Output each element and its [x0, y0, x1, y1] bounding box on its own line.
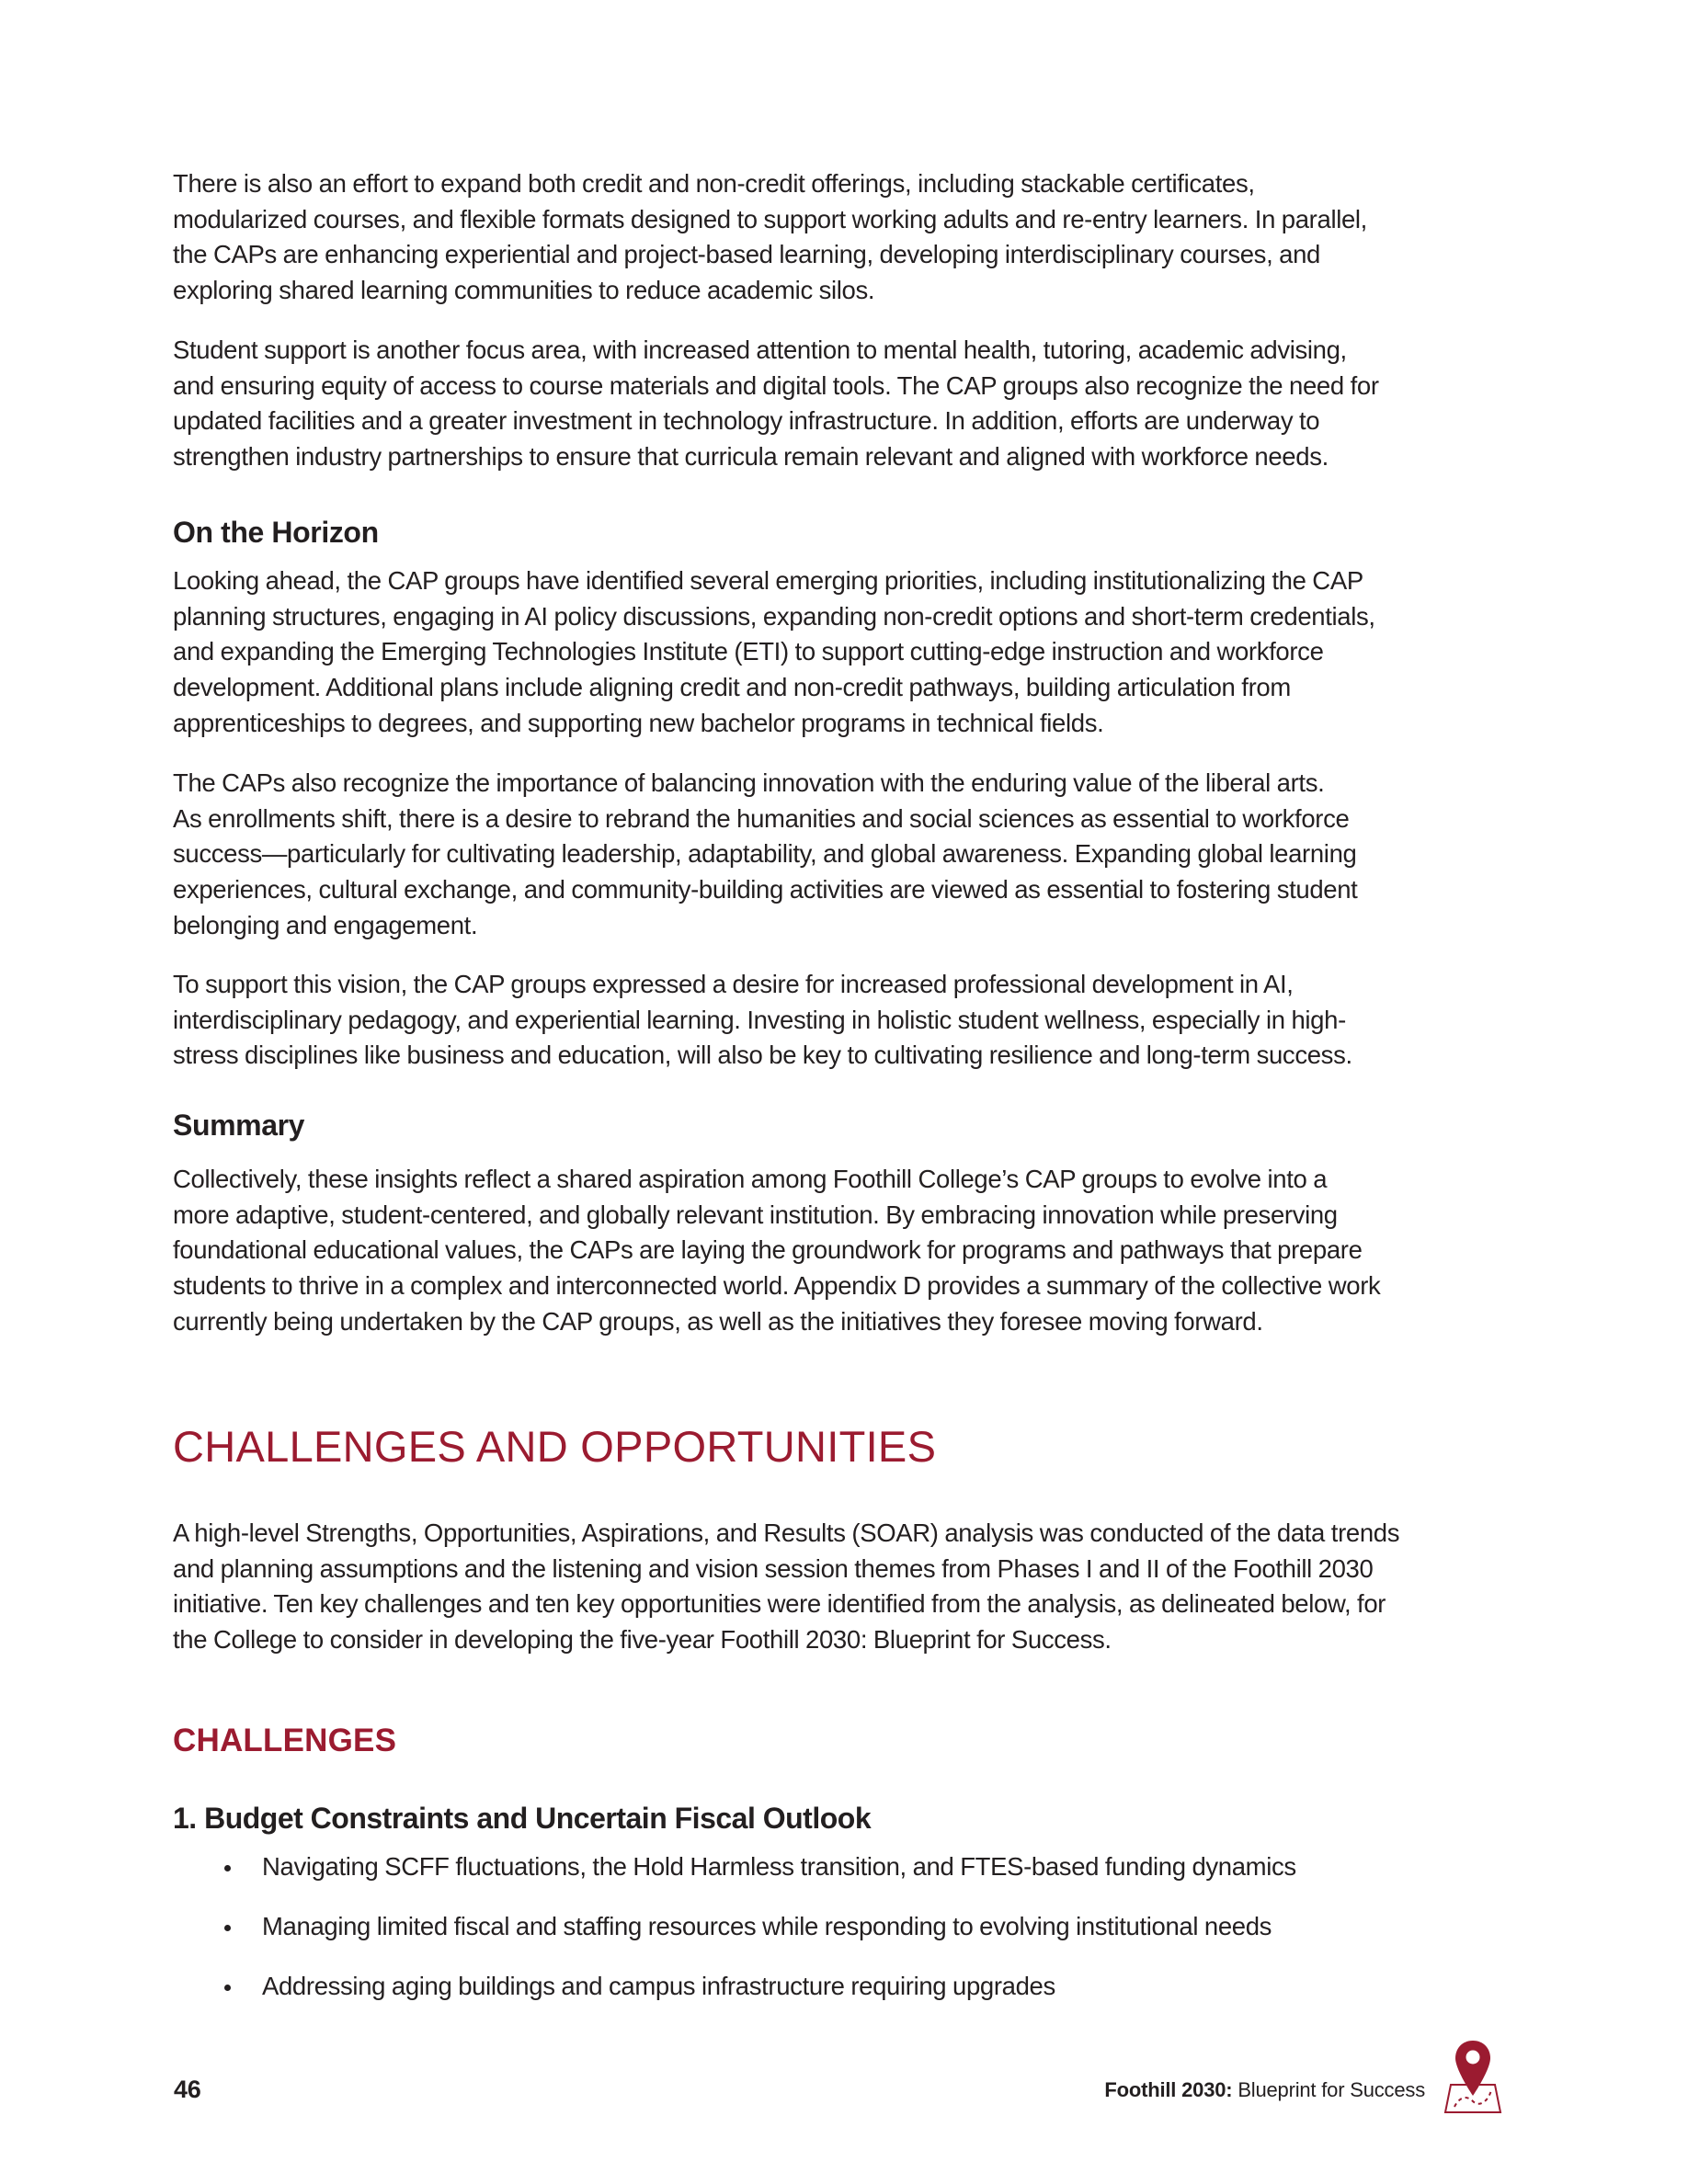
text-line: and expanding the Emerging Technologies Institute (ETI) to support cutting-edge instruction and workforce	[173, 637, 1324, 666]
text-line: foundational educational values, the CAPs are laying the groundwork for programs and pathways that prepare	[173, 1235, 1363, 1265]
bullet-icon	[224, 1925, 231, 1931]
text-line: To support this vision, the CAP groups expressed a desire for increased professional development in AI,	[173, 970, 1294, 998]
bullet-text: Addressing aging buildings and campus infrastructure requiring upgrades	[262, 1972, 1055, 2000]
paragraph-professional-development	[173, 967, 1515, 1074]
text-line: and planning assumptions and the listening and vision session themes from Phases I and II of the Foothill 2030	[173, 1553, 1374, 1583]
text-line: currently being undertaken by the CAP groups, as well as the initiatives they foresee moving forward.	[173, 1306, 1263, 1336]
map-pin-icon	[1443, 2039, 1502, 2116]
text-line: The CAPs also recognize the importance of balancing innovation with the enduring value of the liberal arts.	[173, 768, 1325, 797]
paragraph-student-support	[173, 333, 1515, 475]
subheading-on-the-horizon: On the Horizon	[173, 516, 379, 549]
text-line: stress disciplines like business and education, will also be key to cultivating resilience and long-term success.	[173, 1041, 1352, 1070]
text-line: As enrollments shift, there is a desire to rebrand the humanities and social sciences as essential to workforce	[173, 803, 1350, 833]
page-number: 46	[174, 2076, 201, 2103]
text-line: updated facilities and a greater investment in technology infrastructure. In addition, efforts are underway to	[173, 406, 1320, 436]
bullet-icon	[224, 1865, 231, 1871]
footer-document-title	[1104, 2078, 1425, 2102]
subheading-summary: Summary	[173, 1109, 305, 1142]
text-line: development. Additional plans include aligning credit and non-credit pathways, building articulation from	[173, 673, 1291, 702]
bullet-text: Managing limited fiscal and staffing resources while responding to evolving institutional needs	[262, 1912, 1272, 1940]
text-line: initiative. Ten key challenges and ten key opportunities were identified from the analysis, as delineated below, for	[173, 1589, 1386, 1619]
text-line: planning structures, engaging in AI policy discussions, expanding non-credit options and short-term credentials,	[173, 601, 1375, 631]
heading-challenges: CHALLENGES	[173, 1723, 397, 1758]
paragraph-horizon-priorities	[173, 563, 1515, 742]
paragraph-soar-analysis	[173, 1516, 1515, 1658]
bullet-text: Navigating SCFF fluctuations, the Hold Harmless transition, and FTES-based funding dynamics	[262, 1852, 1296, 1881]
text-line: and ensuring equity of access to course materials and digital tools. The CAP groups also recognize the need for	[173, 370, 1379, 400]
text-line: students to thrive in a complex and interconnected world. Appendix D provides a summary of the collective work	[173, 1271, 1381, 1301]
paragraph-liberal-arts	[173, 766, 1515, 944]
text-line: apprenticeships to degrees, and supporting new bachelor programs in technical fields.	[173, 708, 1104, 737]
text-line: Collectively, these insights reflect a shared aspiration among Foothill College’s CAP groups to evolve into a	[173, 1165, 1328, 1193]
text-line: Looking ahead, the CAP groups have identified several emerging priorities, including institutionalizing the CAP	[173, 566, 1363, 595]
text-line: interdisciplinary pedagogy, and experiential learning. Investing in holistic student wellness, especially in high-	[173, 1005, 1346, 1034]
footer-title-bold: Foothill 2030:	[1104, 2078, 1233, 2101]
text-line: There is also an effort to expand both credit and non-credit offerings, including stackable certificates,	[173, 169, 1255, 198]
text-line: modularized courses, and flexible formats designed to support working adults and re-entry learners. In parallel,	[173, 204, 1367, 233]
text-line: success—particularly for cultivating leadership, adaptability, and global awareness. Expanding global learning	[173, 839, 1357, 869]
text-line: belonging and engagement.	[173, 910, 478, 939]
challenge-1-title: 1. Budget Constraints and Uncertain Fiscal Outlook	[173, 1802, 872, 1835]
text-line: the CAPs are enhancing experiential and project-based learning, developing interdisciplinary courses, and	[173, 240, 1320, 269]
text-line: the College to consider in developing the five-year Foothill 2030: Blueprint for Success.	[173, 1625, 1112, 1655]
footer-title-rest: Blueprint for Success	[1232, 2078, 1425, 2101]
bullet-icon	[224, 1985, 231, 1991]
text-line: Student support is another focus area, with increased attention to mental health, tutoring, academic advising,	[173, 336, 1347, 364]
text-line: experiences, cultural exchange, and community-building activities are viewed as essential to fostering student	[173, 875, 1358, 904]
paragraph-summary	[173, 1162, 1515, 1340]
text-line: strengthen industry partnerships to ensure that curricula remain relevant and aligned with workforce needs.	[173, 442, 1329, 472]
text-line: exploring shared learning communities to reduce academic silos.	[173, 276, 875, 305]
text-line: more adaptive, student-centered, and globally relevant institution. By embracing innovation while preserving	[173, 1200, 1338, 1229]
paragraph-credit-offerings	[173, 166, 1515, 309]
section-heading-challenges-opportunities: CHALLENGES AND OPPORTUNITIES	[173, 1422, 937, 1471]
text-line: A high-level Strengths, Opportunities, Aspirations, and Results (SOAR) analysis was conducted of the data trends	[173, 1519, 1400, 1547]
